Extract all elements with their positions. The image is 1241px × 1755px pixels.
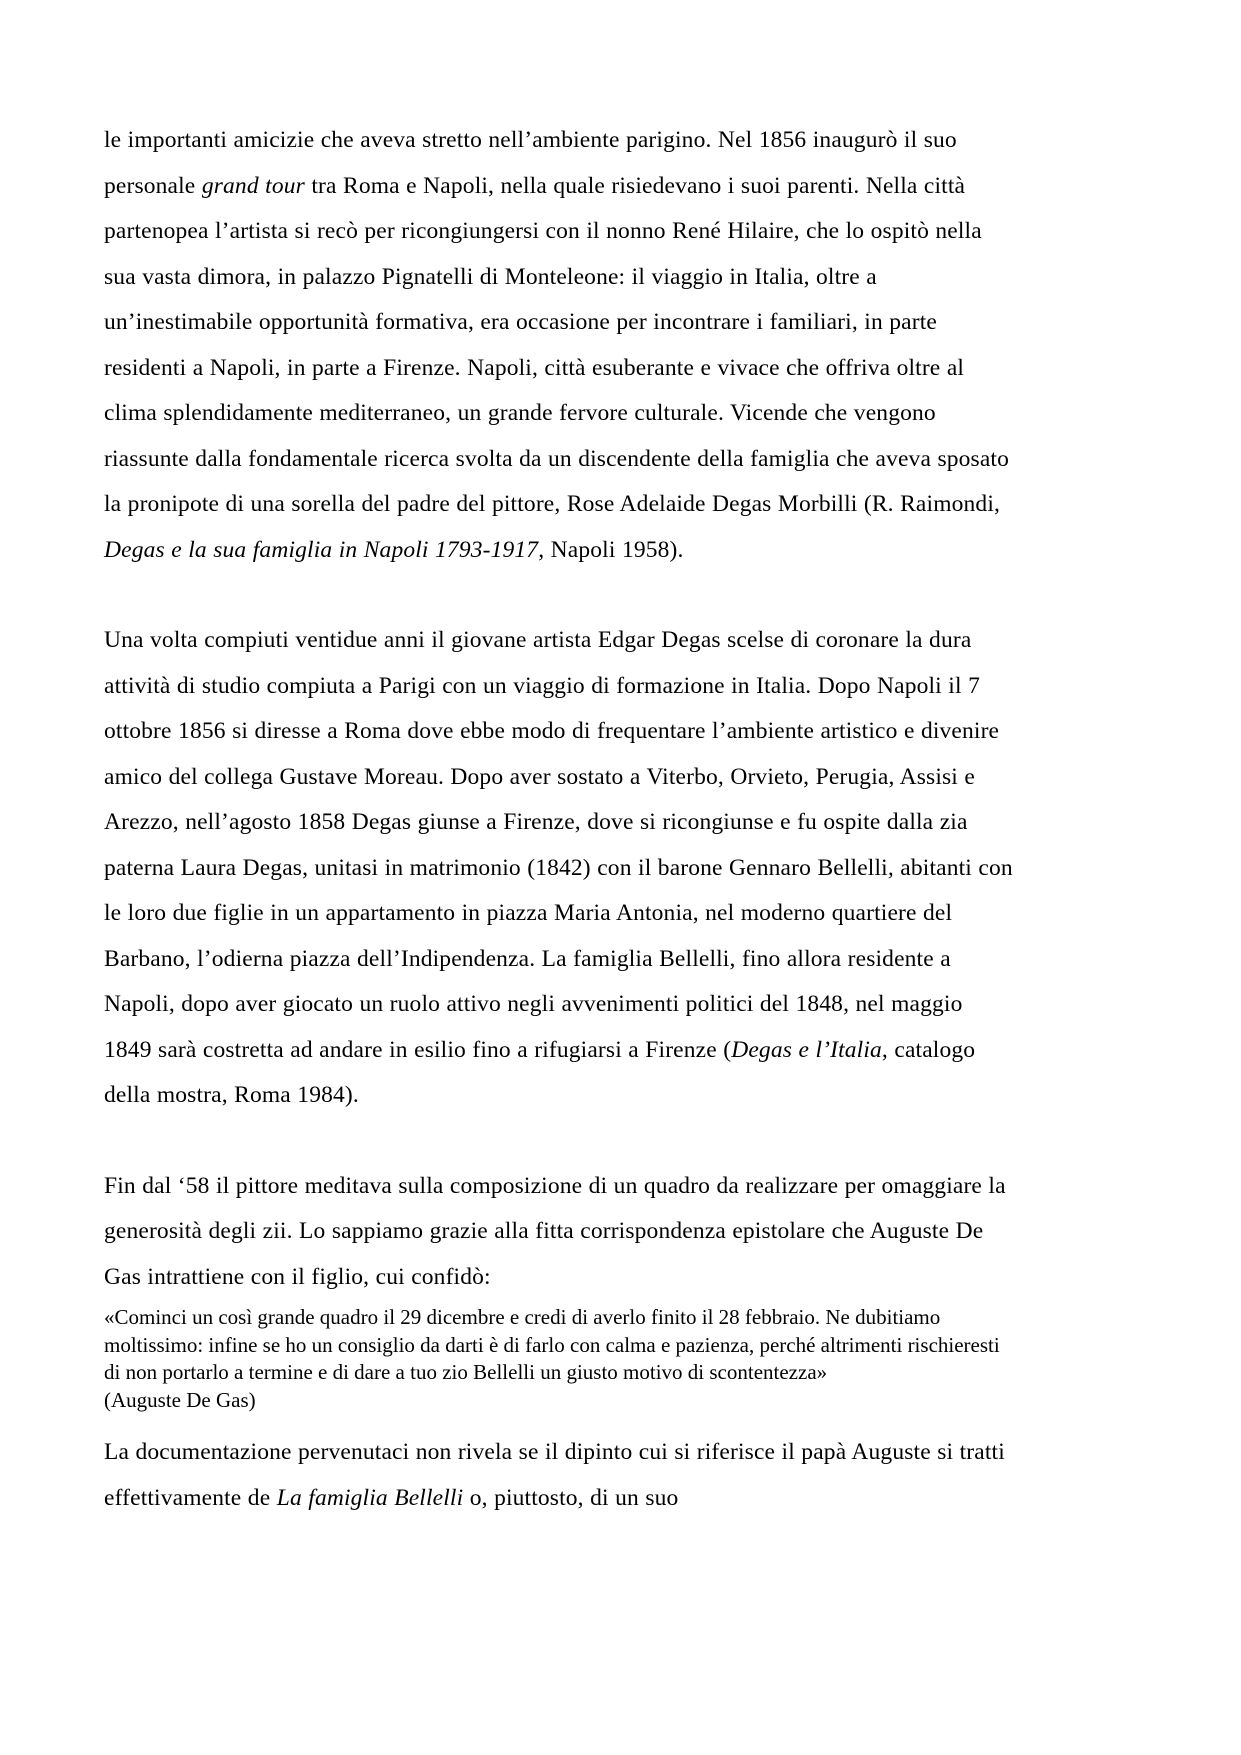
paragraph-4 bbox=[104, 1430, 1016, 1521]
text-run: , Napoli 1958). bbox=[538, 536, 684, 563]
paragraph-1 bbox=[104, 118, 1016, 573]
text-run: , catalogo della mostra, Roma 1984). bbox=[104, 1036, 976, 1108]
paragraph-spacer bbox=[104, 573, 1016, 618]
paragraph-3 bbox=[104, 1164, 1016, 1301]
paragraph-spacer bbox=[104, 1119, 1016, 1164]
text-run: le importanti amicizie che aveva stretto nell’ambiente parigino. Nel 1856 inaugurò il suo personale bbox=[104, 127, 957, 199]
italic-text: Degas e l’Italia bbox=[731, 1036, 882, 1063]
italic-text: grand tour bbox=[201, 172, 305, 199]
block-quotation: «Cominci un così grande quadro il 29 dicembre e credi di averlo finito il 28 febbraio. Ne dubitiamo moltissimo: infine se ho un consiglio da darti è di farlo con calma e pazienza, perché altrimenti rischieresti di non portarlo a termine e di dare a tuo zio Bellelli un giusto motivo di scontentezza» bbox=[104, 1305, 1000, 1384]
text-run: tra Roma e Napoli, nella quale risiedevano i suoi parenti. Nella città partenopea l’artista si recò per ricongiungersi con il nonno René Hilaire, che lo ospitò nella sua vasta dimora, in palazzo Pignatelli di Monteleone: il viaggio in Italia, oltre a un’inestimabile opportunità formativa, era occasione per incontrare i familiari, in parte residenti a Napoli, in parte a Firenze. Napoli, città esuberante e vivace che offriva oltre al clima splendidamente mediterraneo, un grande fervore culturale. Vicende che vengono riassunte dalla fondamentale ricerca svolta da un discendente della famiglia che aveva sposato la pronipote di una sorella del padre del pittore, Rose Adelaide Degas Morbilli (R. Raimondi, bbox=[104, 172, 1010, 517]
paragraph-2 bbox=[104, 618, 1016, 1119]
quotation-spacer bbox=[104, 1414, 1016, 1430]
text-run: o, piuttosto, di un suo bbox=[463, 1484, 679, 1511]
italic-text: Degas e la sua famiglia in Napoli 1793-1917 bbox=[104, 536, 539, 563]
quotation-attribution: (Auguste De Gas) bbox=[104, 1387, 256, 1412]
text-run: La documentazione pervenutaci non rivela se il dipinto cui si riferisce il papà Auguste si tratti effettivamente de bbox=[104, 1439, 1005, 1511]
italic-text: La famiglia Bellelli bbox=[276, 1484, 464, 1511]
italic-text: , bbox=[887, 854, 894, 881]
text-run: abitanti con le loro due figlie in un appartamento in piazza Maria Antonia, nel moderno quartiere del Barbano, l’odierna piazza dell’Indipendenza. La famiglia Bellelli, fino allora residente a Napoli, dopo aver giocato un ruolo attivo negli avvenimenti politici del 1848, nel maggio 1849 sarà costretta ad andare in esilio fino a rifugiarsi a Firenze ( bbox=[104, 854, 1013, 1063]
page-content bbox=[104, 118, 1016, 1521]
text-run: Fin dal ‘58 il pittore meditava sulla composizione di un quadro da realizzare per omaggiare la generosità degli zii. Lo sappiamo grazie alla fitta corrispondenza epistolare che Auguste De Gas intrattiene con il figlio, cui confidò: bbox=[104, 1172, 1006, 1290]
text-run: Una volta compiuti ventidue anni il giovane artista Edgar Degas scelse di coronare la dura attività di studio compiuta a Parigi con un viaggio di formazione in Italia. Dopo Napoli il 7 ottobre 1856 si diresse a Roma dove ebbe modo di frequentare l’ambiente artistico e divenire amico del collega Gustave Moreau. Dopo aver sostato a Viterbo, Orvieto, Perugia, Assisi e Arezzo, nell’agosto 1858 Degas giunse a Firenze, dove si ricongiunse e fu ospite dalla zia paterna Laura Degas, unitasi in matrimonio (1842) con il barone Gennaro Bellelli bbox=[104, 627, 1000, 881]
